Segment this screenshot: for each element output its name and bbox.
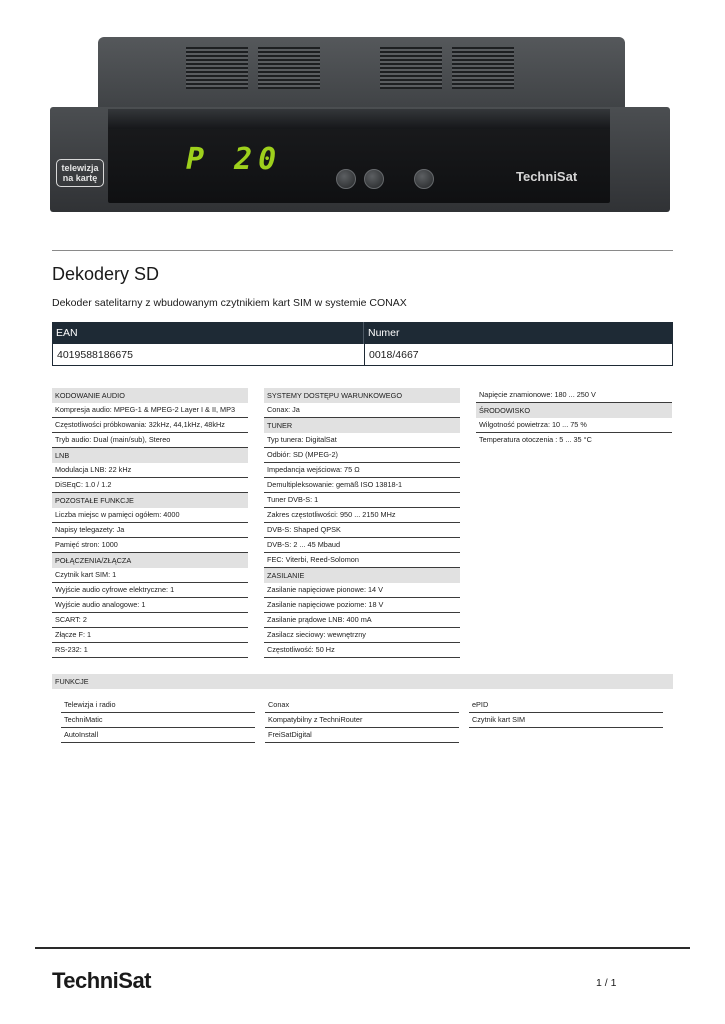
product-description: Dekoder satelitarny z wbudowanym czytnikiem kart SIM w systemie CONAX <box>52 297 407 309</box>
spec-row: Złącze F: 1 <box>52 628 248 643</box>
spec-section-header: POŁĄCZENIA/ZŁĄCZA <box>52 553 248 568</box>
vent-grille <box>380 47 442 89</box>
functions-header: FUNKCJE <box>52 674 673 689</box>
spec-row: Demultipleksowanie: gemäß ISO 13818-1 <box>264 478 460 493</box>
badge-line-1: telewizja <box>61 163 99 173</box>
spec-section-header: LNB <box>52 448 248 463</box>
spec-row: Pamięć stron: 1000 <box>52 538 248 553</box>
function-item: Telewizja i radio <box>61 698 255 713</box>
spec-row: Zasilanie napięciowe poziome: 18 V <box>264 598 460 613</box>
spec-row: Kompresja audio: MPEG-1 & MPEG-2 Layer I & II, MP3 <box>52 403 248 418</box>
functions-column-1 <box>61 698 255 743</box>
telewizja-na-karte-badge <box>56 159 104 187</box>
function-item: Conax <box>265 698 459 713</box>
spec-row: DiSEqC: 1.0 / 1.2 <box>52 478 248 493</box>
number-value: 0018/4667 <box>364 344 672 365</box>
spec-section-header: POZOSTAŁE FUNKCJE <box>52 493 248 508</box>
ean-table <box>52 322 673 366</box>
spec-row: Zasilacz sieciowy: wewnętrzny <box>264 628 460 643</box>
functions-column-2 <box>265 698 459 743</box>
ean-table-row <box>52 344 673 366</box>
spec-row: Zasilanie prądowe LNB: 400 mA <box>264 613 460 628</box>
function-item: FreiSatDigital <box>265 728 459 743</box>
page-title: Dekodery SD <box>52 264 160 284</box>
spec-column-1 <box>52 388 248 658</box>
spec-row: Typ tunera: DigitalSat <box>264 433 460 448</box>
function-item: Kompatybilny z TechniRouter <box>265 713 459 728</box>
spec-section-header: SYSTEMY DOSTĘPU WARUNKOWEGO <box>264 388 460 403</box>
spec-row: SCART: 2 <box>52 613 248 628</box>
spec-section-header: TUNER <box>264 418 460 433</box>
spec-row: RS-232: 1 <box>52 643 248 658</box>
product-image <box>40 22 680 232</box>
spec-section-header: KODOWANIE AUDIO <box>52 388 248 403</box>
spec-row: Impedancja wejściowa: 75 Ω <box>264 463 460 478</box>
spec-row: DVB-S: Shaped QPSK <box>264 523 460 538</box>
led-display: P 20 <box>186 142 283 177</box>
spec-row: Conax: Ja <box>264 403 460 418</box>
spec-row: Odbiór: SD (MPEG-2) <box>264 448 460 463</box>
functions-column-3 <box>469 698 663 728</box>
spec-row: Zasilanie napięciowe pionowe: 14 V <box>264 583 460 598</box>
spec-row: Napięcie znamionowe: 180 ... 250 V <box>476 388 672 403</box>
spec-row: Wyjście audio cyfrowe elektryczne: 1 <box>52 583 248 598</box>
spec-row: Częstotliwości próbkowania: 32kHz, 44,1kHz, 48kHz <box>52 418 248 433</box>
spec-row: Temperatura otoczenia : 5 ... 35 °C <box>479 435 592 444</box>
spec-row: Liczba miejsc w pamięci ogółem: 4000 <box>52 508 248 523</box>
ean-header: EAN <box>56 327 78 339</box>
footer-divider <box>35 947 690 949</box>
spec-row: Częstotliwość: 50 Hz <box>264 643 460 658</box>
front-panel <box>108 109 610 203</box>
vent-grille <box>258 47 320 89</box>
spec-row: Wilgotność powietrza: 10 ... 75 % <box>476 418 672 433</box>
spec-column-3 <box>476 388 672 448</box>
spec-row: Tryb audio: Dual (main/sub), Stereo <box>52 433 248 448</box>
front-button <box>414 169 434 189</box>
top-divider <box>52 250 673 251</box>
spec-row: DVB-S: 2 ... 45 Mbaud <box>264 538 460 553</box>
function-item: ePID <box>469 698 663 713</box>
spec-row: FEC: Viterbi, Reed-Solomon <box>264 553 460 568</box>
spec-section-header: ZASILANIE <box>264 568 460 583</box>
vent-grille <box>186 47 248 89</box>
function-item: Czytnik kart SIM <box>469 713 663 728</box>
receiver-top <box>98 37 625 117</box>
badge-line-2: na kartę <box>62 173 98 183</box>
front-button <box>336 169 356 189</box>
spec-row: Wyjście audio analogowe: 1 <box>52 598 248 613</box>
spec-section-header: ŚRODOWISKO <box>476 403 672 418</box>
spec-row: Tuner DVB-S: 1 <box>264 493 460 508</box>
panel-bevel <box>108 109 610 129</box>
spec-column-2 <box>264 388 460 658</box>
receiver-front <box>50 107 670 212</box>
number-header: Numer <box>363 322 673 344</box>
function-item: TechniMatic <box>61 713 255 728</box>
front-brand-logo: TechniSat <box>516 169 578 184</box>
spec-row: Modulacja LNB: 22 kHz <box>52 463 248 478</box>
vent-grille <box>452 47 514 89</box>
page-number: 1 / 1 <box>596 977 617 989</box>
spec-row: Napisy telegazety: Ja <box>52 523 248 538</box>
spec-row: Czytnik kart SIM: 1 <box>52 568 248 583</box>
function-item: AutoInstall <box>61 728 255 743</box>
front-button <box>364 169 384 189</box>
footer-brand-logo: TechniSat <box>52 968 152 993</box>
ean-table-header <box>52 322 673 344</box>
spec-row: Zakres częstotliwości: 950 ... 2150 MHz <box>264 508 460 523</box>
ean-value: 4019588186675 <box>57 349 133 361</box>
